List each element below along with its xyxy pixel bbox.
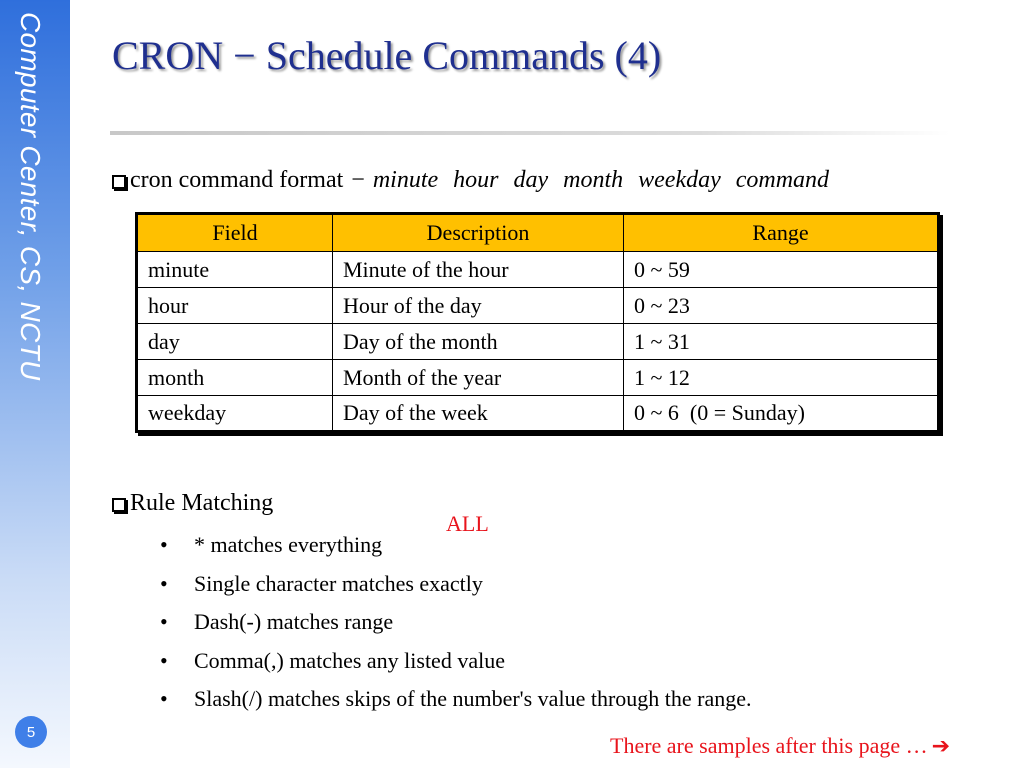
checkbox-bullet-icon bbox=[112, 498, 126, 512]
checkbox-bullet-icon bbox=[112, 175, 126, 189]
cell-field: hour bbox=[137, 288, 333, 324]
header-description: Description bbox=[333, 214, 624, 252]
footer-note bbox=[610, 733, 950, 759]
rule-text: Single character matches exactly bbox=[194, 570, 483, 596]
list-item bbox=[160, 603, 752, 642]
sidebar-band bbox=[0, 0, 70, 768]
header-field: Field bbox=[137, 214, 333, 252]
cell-range: 0 ~ 59 bbox=[624, 252, 939, 288]
rule-text: Slash(/) matches skips of the number's value through the range. bbox=[194, 686, 752, 711]
all-annotation: ALL bbox=[446, 511, 489, 536]
rule-list bbox=[160, 526, 752, 719]
cell-field: day bbox=[137, 324, 333, 360]
table-header-row bbox=[137, 214, 939, 252]
cell-description: Day of the week bbox=[333, 396, 624, 432]
right-arrow-icon: ➔ bbox=[931, 734, 951, 759]
list-item bbox=[160, 680, 752, 719]
list-item bbox=[160, 565, 752, 604]
rule-text: Dash(-) matches range bbox=[194, 609, 394, 634]
table-row bbox=[137, 396, 939, 432]
cell-field: weekday bbox=[137, 396, 333, 432]
table-row bbox=[137, 288, 939, 324]
sidebar-label: Computer Center, CS, NCTU bbox=[15, 12, 46, 381]
table-row bbox=[137, 252, 939, 288]
bullet-dot-icon: • bbox=[160, 532, 168, 557]
cell-range: 0 ~ 23 bbox=[624, 288, 939, 324]
cell-field: month bbox=[137, 360, 333, 396]
header-range: Range bbox=[624, 214, 939, 252]
cell-range: 0 ~ 6 (0 = Sunday) bbox=[624, 396, 939, 432]
cell-description: Hour of the day bbox=[333, 288, 624, 324]
cell-field: minute bbox=[137, 252, 333, 288]
format-label: cron command format bbox=[130, 167, 344, 193]
slide-title: CRON − Schedule Commands (4) bbox=[112, 33, 662, 78]
cell-description: Month of the year bbox=[333, 360, 624, 396]
list-item bbox=[160, 526, 752, 565]
bullet-dot-icon: • bbox=[160, 570, 168, 596]
page-number: 5 bbox=[15, 716, 47, 748]
title-divider bbox=[110, 131, 950, 135]
cell-description: Minute of the hour bbox=[333, 252, 624, 288]
format-line bbox=[112, 167, 829, 194]
table-row bbox=[137, 324, 939, 360]
rule-matching-heading bbox=[112, 490, 273, 517]
format-syntax: minute hour day month weekday command bbox=[372, 167, 830, 193]
table-row bbox=[137, 360, 939, 396]
rule-matching-label: Rule Matching bbox=[130, 490, 274, 516]
cron-fields-table bbox=[135, 212, 940, 433]
rule-text: * matches everything bbox=[194, 532, 383, 557]
bullet-dot-icon: • bbox=[160, 686, 168, 711]
format-separator: − bbox=[351, 167, 365, 193]
footer-text: There are samples after this page … bbox=[610, 733, 928, 758]
cell-range: 1 ~ 12 bbox=[624, 360, 939, 396]
cell-description: Day of the month bbox=[333, 324, 624, 360]
rule-text: Comma(,) matches any listed value bbox=[194, 647, 505, 673]
bullet-dot-icon: • bbox=[160, 647, 168, 673]
bullet-dot-icon: • bbox=[160, 609, 168, 634]
list-item bbox=[160, 642, 752, 681]
cell-range: 1 ~ 31 bbox=[624, 324, 939, 360]
